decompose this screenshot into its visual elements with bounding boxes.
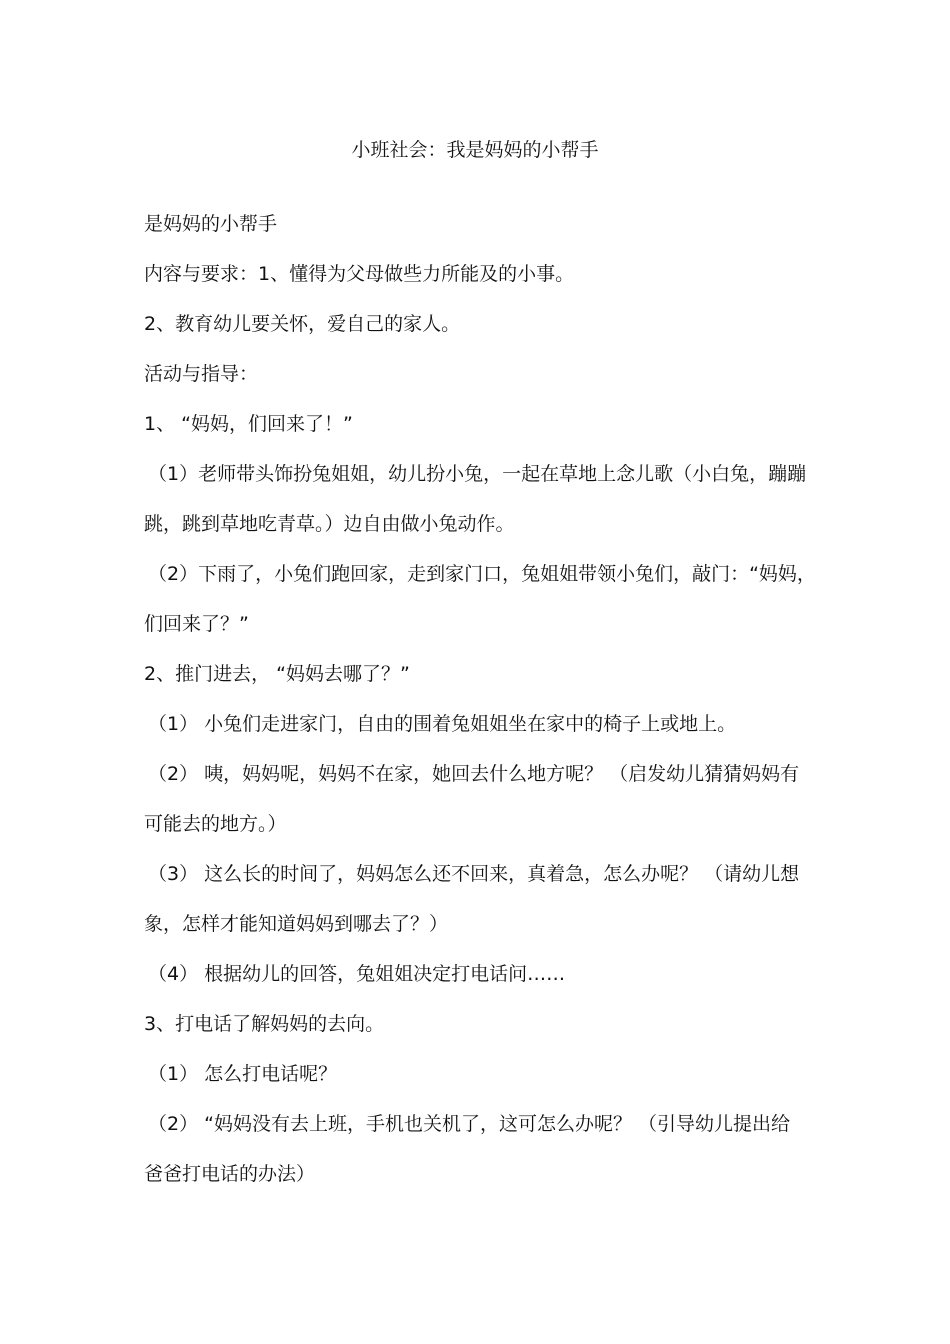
step-2-item-3: （3） 这么长的时间了，妈妈怎么还不回来，真着急，怎么办呢？ （请幼儿想 bbox=[148, 863, 800, 885]
activity-heading: 活动与指导： bbox=[144, 363, 259, 385]
content-requirement-line-2: 2、教育幼儿要关怀，爱自己的家人。 bbox=[144, 313, 461, 335]
page-title: 小班社会：我是妈妈的小帮手 bbox=[351, 139, 599, 161]
step-2-item-4: （4） 根据幼儿的回答，兔姐姐决定打电话问…… bbox=[148, 963, 566, 985]
step-2-item-1: （1） 小兔们走进家门，自由的围着兔姐姐坐在家中的椅子上或地上。 bbox=[148, 713, 737, 735]
step-1-heading: 1、 “妈妈，们回来了！” bbox=[144, 413, 353, 435]
step-3-item-2-cont: 爸爸打电话的办法） bbox=[144, 1163, 316, 1185]
step-3-heading: 3、打电话了解妈妈的去向。 bbox=[144, 1013, 385, 1035]
step-2-heading: 2、推门进去， “妈妈去哪了？” bbox=[144, 663, 410, 685]
step-2-item-2-cont: 可能去的地方。） bbox=[144, 813, 287, 835]
step-1-item-2: （2）下雨了，小兔们跑回家，走到家门口，兔姐姐带领小兔们，敲门：“妈妈， bbox=[148, 563, 816, 585]
step-1-item-1: （1）老师带头饰扮兔姐姐，幼儿扮小兔，一起在草地上念儿歌（小白兔，蹦蹦 bbox=[148, 463, 807, 485]
step-1-item-2-cont: 们回来了？” bbox=[144, 613, 249, 635]
step-1-item-1-cont: 跳，跳到草地吃青草。）边自由做小兔动作。 bbox=[144, 513, 515, 535]
subtitle-line: 是妈妈的小帮手 bbox=[144, 213, 278, 235]
step-2-item-3-cont: 象，怎样才能知道妈妈到哪去了？） bbox=[144, 913, 449, 935]
content-requirement-line: 内容与要求：1、懂得为父母做些力所能及的小事。 bbox=[144, 263, 575, 285]
step-3-item-2: （2） “妈妈没有去上班，手机也关机了，这可怎么办呢？ （引导幼儿提出给 bbox=[148, 1113, 791, 1135]
step-2-item-2: （2） 咦，妈妈呢，妈妈不在家，她回去什么地方呢？ （启发幼儿猜猜妈妈有 bbox=[148, 763, 800, 785]
step-3-item-1: （1） 怎么打电话呢？ bbox=[148, 1063, 338, 1085]
